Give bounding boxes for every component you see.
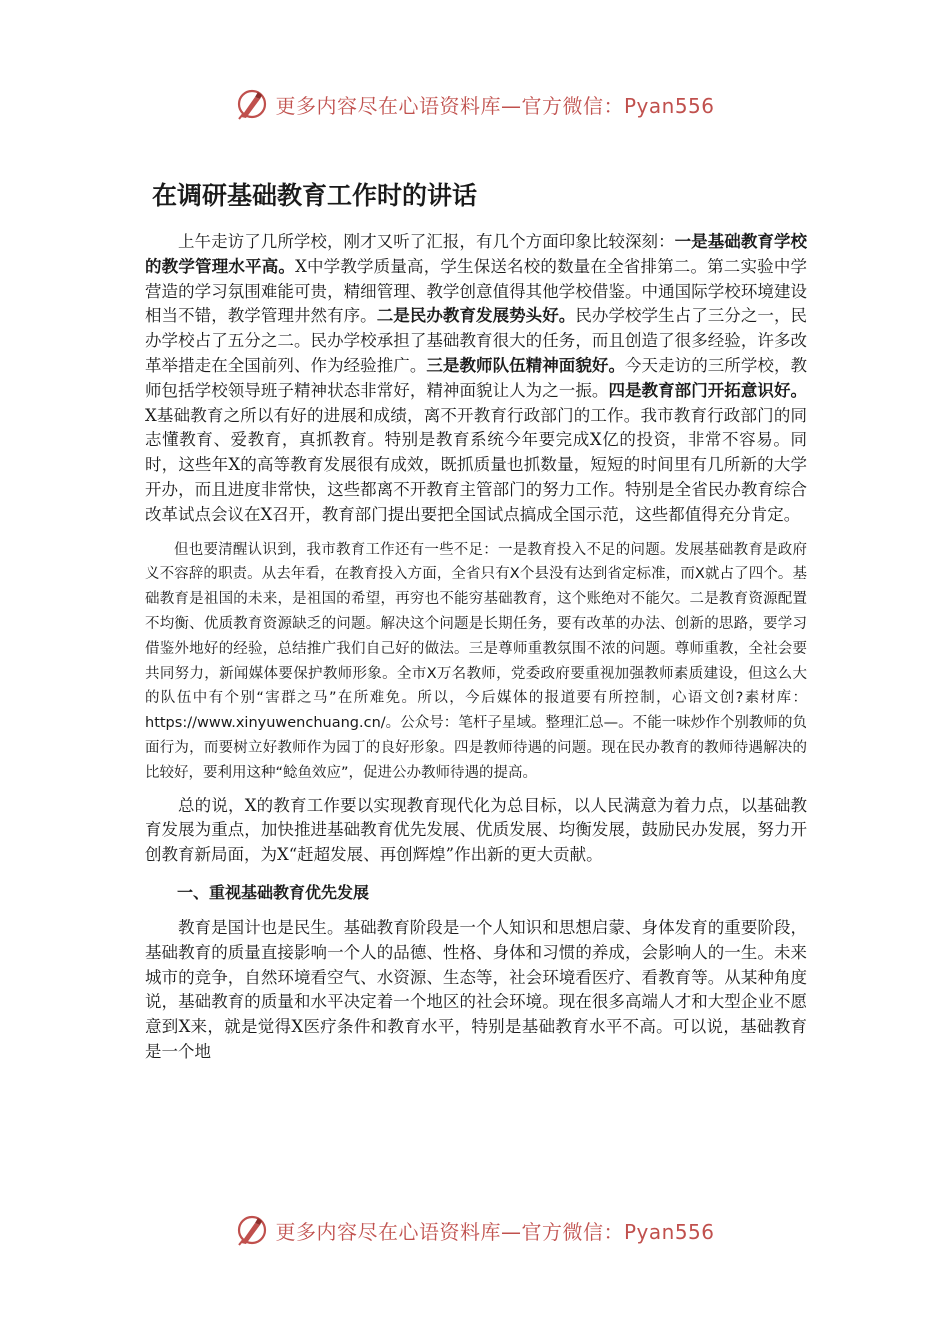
header-watermark (0, 84, 950, 124)
point-3-heading: 三是教师队伍精神面貌好。 (426, 355, 625, 375)
pen-logo-icon (235, 87, 269, 121)
document-title: 在调研基础教育工作时的讲话 (152, 181, 478, 210)
paragraph-3: 总的说，X的教育工作要以实现教育现代化为总目标，以人民满意为着力点，以基础教育发展为重点，加快推进基础教育优先发展、优质发展、均衡发展，鼓励民办发展，努力开创教育新局面，为X“赶超发展、再创辉煌”作出新的更大贡献。 (145, 795, 807, 865)
section-heading-1: 一、重视基础教育优先发展 (177, 882, 370, 902)
document-body (145, 230, 807, 1065)
footer-watermark-text: 更多内容尽在心语资料库—官方微信：Pyan556 (275, 1219, 715, 1244)
paragraph-4: 教育是国计也是民生。基础教育阶段是一个人知识和思想启蒙、身体发育的重要阶段，基础教育的质量直接影响一个人的品德、性格、身体和习惯的养成，会影响人的一生。未来城市的竞争，自然环境看空气、水资源、生态等，社会环境看医疗、看教育等。从某种角度说，基础教育的质量和水平决定着一个地区的社会环境。现在很多高端人才和大型企业不愿意到X来，就是觉得X医疗条件和教育水平，特别是基础教育水平不高。可以说，基础教育是一个地 (145, 917, 807, 1061)
point-2-heading: 二是民办教育发展势头好。 (376, 306, 576, 326)
header-wechat-id: Pyan556 (623, 93, 715, 118)
footer-wechat-id: Pyan556 (623, 1219, 715, 1244)
point-1-heading: 一是基础教育学校的教学管理水平高。 (145, 232, 808, 276)
footer-watermark (0, 1210, 950, 1250)
paragraph-1: 上午走访了几所学校，刚才又听了汇报，有几个方面印象比较深刻：一是基础教育学校的教学管理水平高。X中学教学质量高，学生保送名校的数量在全省排第二。第二实验中学营造的学习氛围难能可贵，精细管理、教学创意值得其他学校借鉴。中通国际学校环境建设相当不错，教学管理井然有序。二是民办教育发展势头好。民办学校学生占了三分之一，民办学校占了五分之二。民办学校承担了基础教育很大的任务，而且创造了很多经验，许多改革举措走在全国前列、作为经验推广。三是教师队伍精神面貌好。今天走访的三所学校，教师包括学校领导班子精神状态非常好，精神面貌让人为之一振。四是教育部门开拓意识好。X基础教育之所以有好的进展和成绩，离不开教育行政部门的工作。我市教育行政部门的同志懂教育、爱教育，真抓教育。特别是教育系统今年要完成X亿的投资，非常不容易。同时，这些年X的高等教育发展很有成效，既抓质量也抓数量，短短的时间里有几所新的大学开办，而且进度非常快，这些都离不开教育主管部门的努力工作。特别是全省民办教育综合改革试点会议在X召开，教育部门提出要把全国试点搞成全国示范，这些都值得充分肯定。 (145, 232, 808, 524)
header-watermark-text: 更多内容尽在心语资料库—官方微信：Pyan556 (275, 93, 715, 118)
pen-logo-icon (235, 1213, 269, 1247)
paragraph-2: 但也要清醒认识到，我市教育工作还有一些不足：一是教育投入不足的问题。发展基础教育是政府义不容辞的职责。从去年看，在教育投入方面，全省只有X个县没有达到省定标准，而X就占了四个。基础教育是祖国的未来，是祖国的希望，再穷也不能穷基础教育，这个账绝对不能欠。二是教育资源配置不均衡、优质教育资源缺乏的问题。解决这个问题是长期任务，要有改革的办法、创新的思路，要学习借鉴外地好的经验，总结推广我们自己好的做法。三是尊师重教氛围不浓的问题。尊师重教，全社会要共同努力，新闻媒体要保护教师形象。全市X万名教师，党委政府要重视加强教师素质建设，但这么大的队伍中有个别“害群之马”在所难免。所以，今后媒体的报道要有所控制，心语文创?素材库：https://www.xinyuwenchuang.cn/。公众号：笔杆子星域。整理汇总—。不能一味炒作个别教师的负面行为，而要树立好教师作为园丁的良好形象。四是教师待遇的问题。现在民办教育的教师待遇解决的比较好，要利用这种“鲶鱼效应”，促进公办教师待遇的提高。 (145, 541, 807, 781)
point-4-heading: 四是教育部门开拓意识好。 (608, 380, 808, 400)
